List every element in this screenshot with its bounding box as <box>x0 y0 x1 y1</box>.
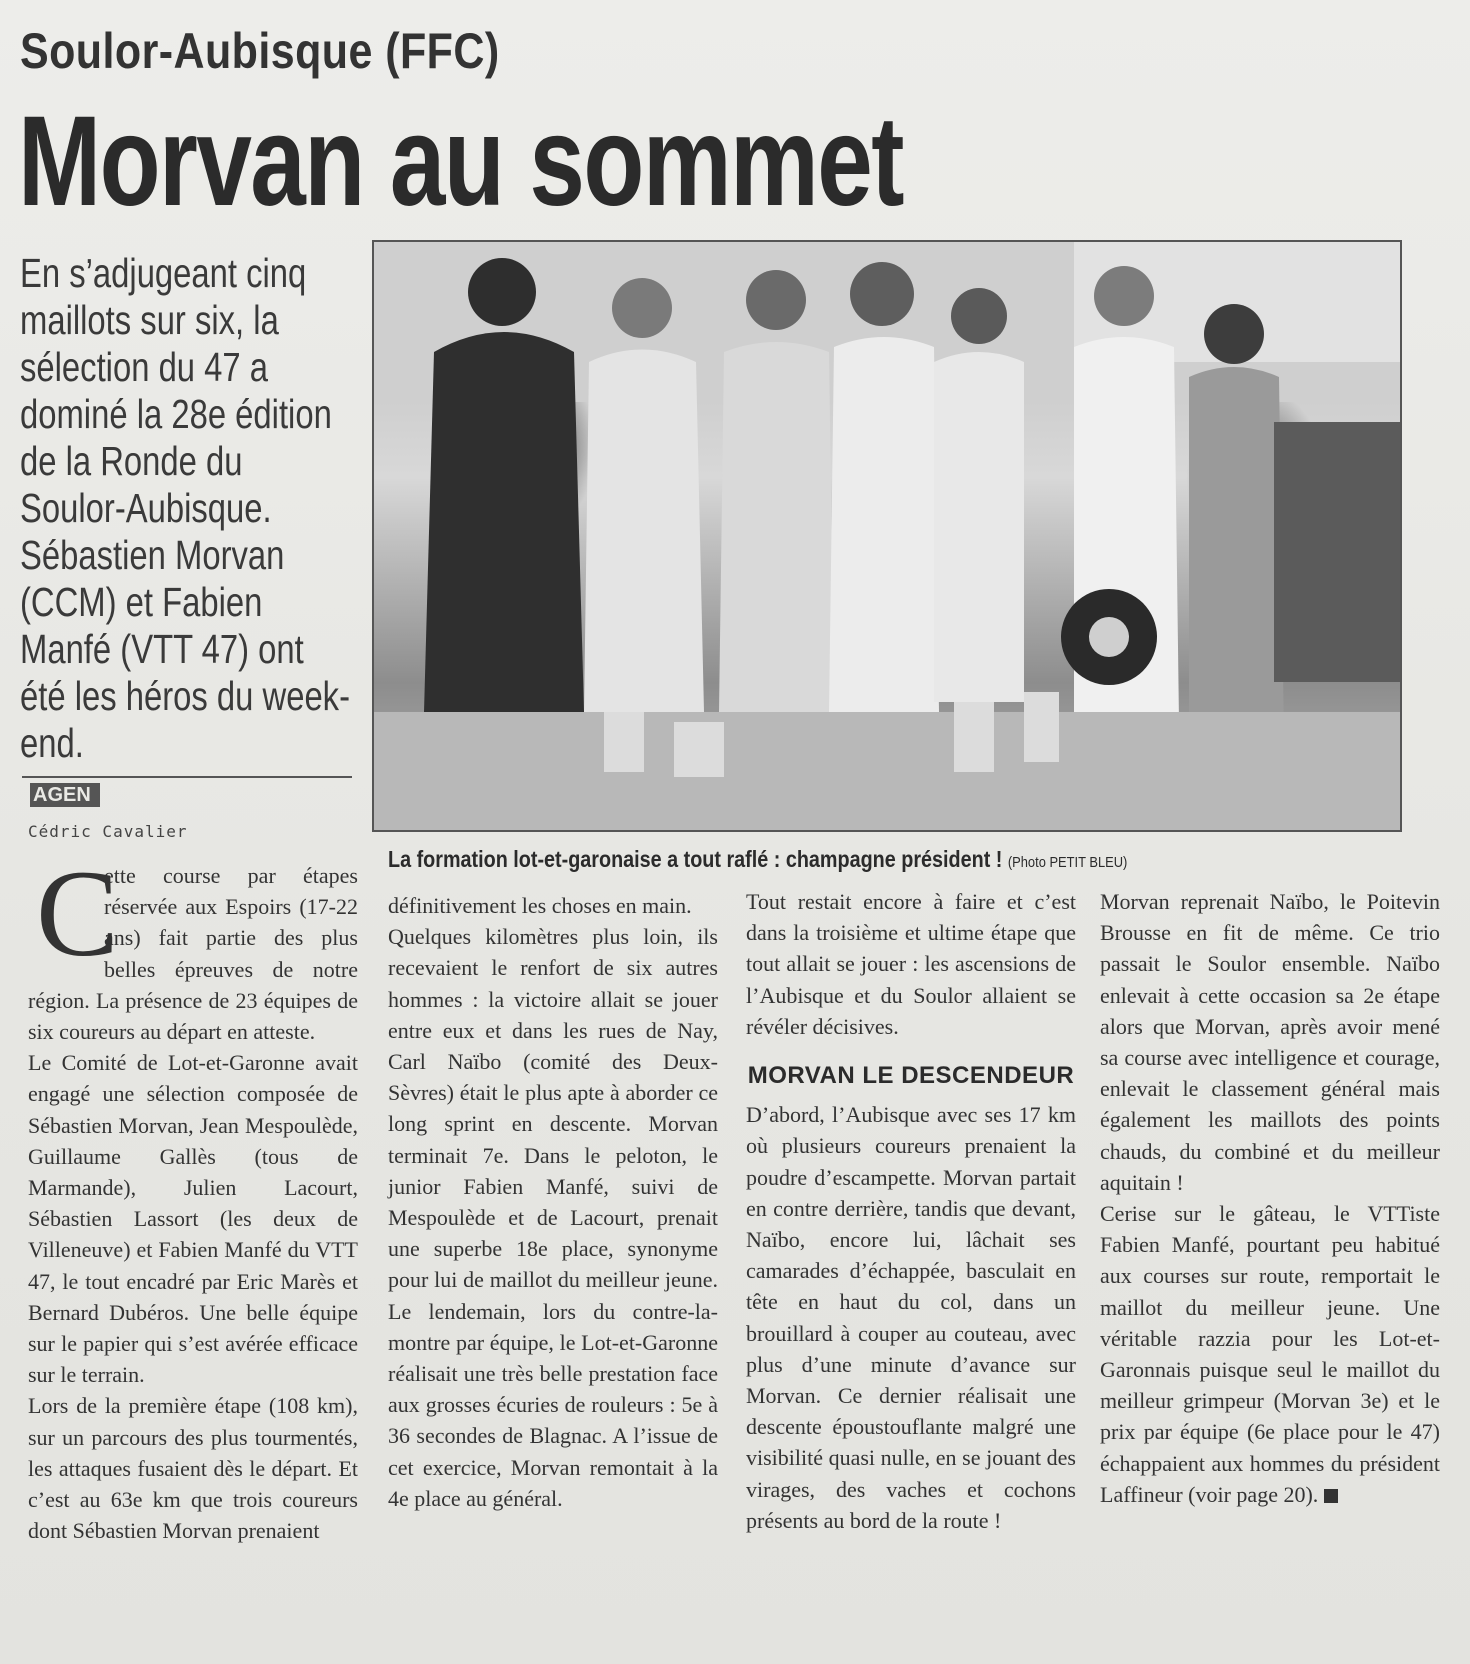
team-photo <box>372 240 1402 832</box>
paragraph-text: Cerise sur le gâteau, le VTTiste Fabien Manfé, pourtant peu habitué aux courses sur route, remportait le maillot du meilleur jeune. Une véritable razzia pour les Lot-et-Garonnais puisque seul le maillot du meilleur grimpeur (Morvan 3e) et le prix par équipe (6e place pour le 47) échappaient aux hommes du président Laffineur (voir page 20). <box>1100 1201 1440 1507</box>
paragraph: Morvan reprenait Naïbo, le Poitevin Brousse en fit de même. Ce trio passait le Soulor ensemble. Naïbo enlevait à cette occasion sa 2e étape alors que Morvan, après avoir mené sa course avec intelligence et courage, enlevait le classement général mais également les maillots des points chauds, du combiné et du meilleur aquitain ! <box>1100 889 1440 1195</box>
caption-text: La formation lot-et-garonaise a tout raflé : champagne président ! <box>388 846 1003 872</box>
paragraph: Tout restait encore à faire et c’est dans la troisième et ultime étape que tout allait se jouer : les ascensions de l’Aubisque et du Soulor allaient se révéler décisives. <box>746 889 1076 1039</box>
article-column-4 <box>1100 886 1440 1510</box>
paragraph: Quelques kilomètres plus loin, ils recevaient le renfort de six autres hommes : la victoire allait se jouer entre eux et dans les rues de Nay, Carl Naïbo (comité des Deux-Sèvres) était le plus apte à aborder ce long sprint en descente. Morvan terminait 7e. Dans le peloton, le junior Fabien Manfé, suivi de Mespoulède et de Lacourt, prenait une superbe 18e place, synonyme pour lui de maillot du meilleur jeune. Le lendemain, lors du contre-la-montre par équipe, le Lot-et-Garonne réalisait une très belle prestation face aux grosses écuries de rouleurs : 5e à 36 secondes de Blagnac. A l’issue de cet exercice, Morvan remontait à la 4e place au général. <box>388 924 718 1511</box>
end-of-article-mark <box>1324 1489 1338 1503</box>
section-tag: AGEN <box>30 783 100 807</box>
drop-cap: C <box>36 845 119 982</box>
paragraph: Lors de la première étape (108 km), sur un parcours des plus tourmentés, les attaques fusaient dès le départ. Et c’est au 63e km que trois coureurs dont Sébastien Morvan prenaient <box>28 1393 358 1544</box>
team-photo-illustration <box>374 242 1402 832</box>
article-lede <box>20 250 356 767</box>
article-subhead: MORVAN LE DESCENDEUR <box>747 1062 1075 1090</box>
paragraph: D’abord, l’Aubisque avec ses 17 km où plusieurs coureurs prenaient la poudre d’escampette. Morvan partait en contre derrière, tandis que devant, Naïbo, encore lui, lâchait ses camarades d’échappée, basculait en tête en haut du col, dans un brouillard à couper au couteau, avec plus d’une minute d’avance sur Morvan. Ce dernier réalisait une descente époustouflante malgré une visibilité quasi nulle, en se jouant des virages, des vaches et cochons présents au bord de la route ! <box>746 1102 1076 1533</box>
photo-credit: (Photo PETIT BLEU) <box>1007 854 1128 871</box>
article-column-2 <box>388 890 718 1514</box>
byline: Cédric Cavalier <box>28 822 188 841</box>
article-headline: Morvan au sommet <box>18 90 903 233</box>
paragraph: ette course par étapes réservée aux Espoirs (17-22 ans) fait partie des plus belles épreuves de notre région. La présence de 23 équipes de six coureurs au départ en atteste. <box>28 863 358 1045</box>
article-kicker: Soulor-Aubisque (FFC) <box>20 23 500 79</box>
paragraph <box>1100 1198 1440 1510</box>
article-column-1 <box>28 845 358 1546</box>
paragraph: définitivement les choses en main. <box>388 893 692 918</box>
photo-caption <box>388 846 1127 873</box>
article-column-3 <box>746 886 1076 1536</box>
lede-divider <box>22 776 352 778</box>
paragraph: Le Comité de Lot-et-Garonne avait engagé une sélection composée de Sébastien Morvan, Jean Mespoulède, Guillaume Gallès (tous de Marmande), Julien Lacourt, Sébastien Lassort (les deux de Villeneuve) et Fabien Manfé du VTT 47, le tout encadré par Eric Marès et Bernard Dubéros. Une belle équipe sur le papier qui s’est avérée efficace sur le terrain. <box>28 1050 358 1388</box>
lede-text: En s’adjugeant cinq maillots sur six, la sélection du 47 a dominé la 28e édition de la Ronde du Soulor-Aubisque. Sébastien Morvan (CCM) et Fabien Manfé (VTT 47) ont été les héros du week-end. <box>20 250 351 766</box>
